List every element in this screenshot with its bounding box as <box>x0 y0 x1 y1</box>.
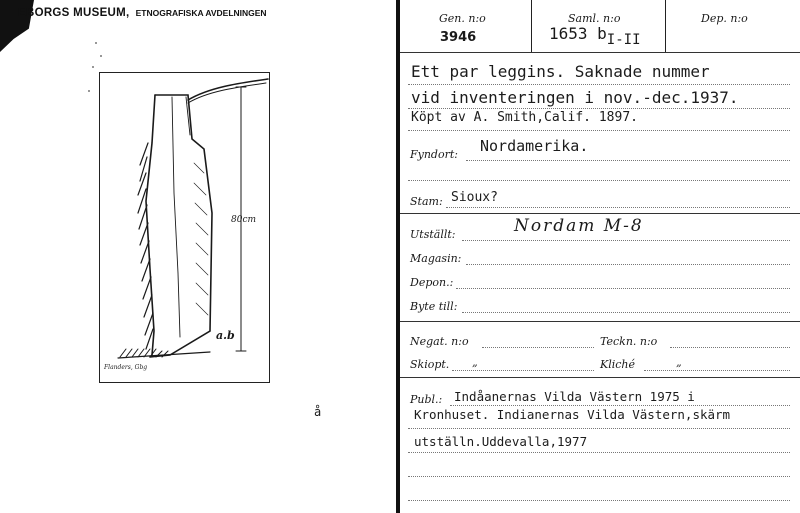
skiopt-mark: „ <box>472 356 478 369</box>
artist-credit: Flanders, Gbg <box>104 364 148 371</box>
rule <box>446 207 790 208</box>
museum-header <box>18 7 267 19</box>
kliche-mark: „ <box>676 356 682 369</box>
publ-line-3: utställn.Uddevalla,1977 <box>414 434 588 449</box>
section-rule <box>400 377 800 378</box>
saml-no-label: Saml. n:o <box>568 12 621 25</box>
department-name: ETNOGRAFISKA AVDELNINGEN <box>135 8 267 18</box>
speckle <box>95 42 97 44</box>
stam-value: Sioux? <box>451 190 498 205</box>
description-line-3: Köpt av A. Smith,Calif. 1897. <box>411 110 638 125</box>
leggings-sketch <box>100 73 271 384</box>
rule <box>450 405 790 406</box>
rule <box>408 108 790 109</box>
speckle <box>100 55 102 57</box>
leggings-drawing <box>99 72 270 383</box>
rule <box>462 240 790 241</box>
publ-line-1: Indåanernas Vilda Västern 1975 i <box>454 389 695 404</box>
depon-label: Depon.: <box>410 276 454 289</box>
rule <box>408 428 790 429</box>
saml-no-value <box>549 24 641 48</box>
utstallt-label: Utställt: <box>410 228 456 241</box>
magasin-label: Magasin: <box>410 252 462 265</box>
rule <box>408 476 790 477</box>
rule <box>462 312 790 313</box>
publ-label: Publ.: <box>410 393 443 406</box>
rule <box>644 370 790 371</box>
stray-mark: å <box>314 405 322 419</box>
rule <box>408 130 790 131</box>
gen-no-cell <box>400 0 532 52</box>
rule <box>456 288 790 289</box>
fyndort-value: Nordamerika. <box>480 137 589 155</box>
rule <box>466 160 790 161</box>
utstallt-value: Nordam M-8 <box>514 216 644 236</box>
description-line-1: Ett par leggins. Saknade nummer <box>411 62 710 81</box>
dep-no-label: Dep. n:o <box>701 12 748 25</box>
description-line-2: vid inventeringen i nov.-dec.1937. <box>411 88 739 107</box>
rule <box>466 264 790 265</box>
rule <box>408 84 790 85</box>
section-rule <box>400 321 800 322</box>
museum-name: EBORGS MUSEUM, <box>18 7 130 19</box>
rule <box>408 180 790 181</box>
item-tag: a.b <box>216 329 235 342</box>
negat-label: Negat. n:o <box>410 335 469 348</box>
speckle <box>88 90 90 92</box>
rule <box>482 347 594 348</box>
saml-no-number: 1653 b <box>549 24 607 43</box>
section-rule <box>400 213 800 214</box>
skiopt-label: Skiopt. <box>410 358 450 371</box>
fyndort-label: Fyndort: <box>410 148 458 161</box>
rule <box>408 452 790 453</box>
gen-no-value: 3946 <box>440 30 477 45</box>
measurement-label: 80cm <box>231 215 257 225</box>
gen-no-label: Gen. n:o <box>439 12 486 25</box>
byte-till-label: Byte till: <box>410 300 458 313</box>
rule <box>408 500 790 501</box>
rule <box>670 347 790 348</box>
header-rule <box>400 52 800 53</box>
publ-line-2: Kronhuset. Indianernas Vilda Västern,skärm <box>414 407 731 422</box>
kliche-label: Kliché <box>600 358 636 371</box>
saml-no-cell <box>531 0 666 52</box>
speckle <box>92 66 94 68</box>
saml-no-subscript: I-II <box>606 32 641 48</box>
dep-no-cell <box>665 0 800 52</box>
catalogue-card <box>400 0 800 513</box>
rule <box>452 370 594 371</box>
teckn-label: Teckn. n:o <box>600 335 658 348</box>
stam-label: Stam: <box>410 195 443 208</box>
